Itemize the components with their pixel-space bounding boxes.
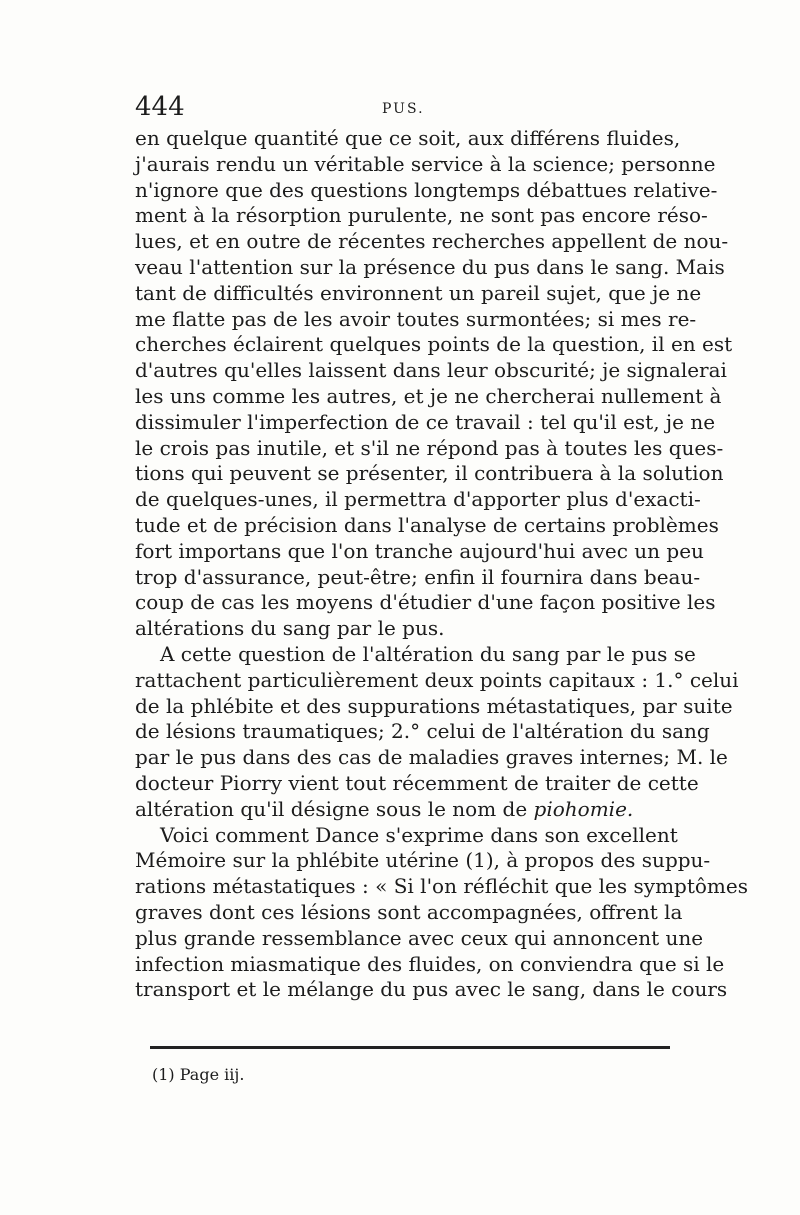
- text-line: graves dont ces lésions sont accompagnées, offrent la: [135, 899, 683, 924]
- footnote-rule: [150, 1046, 670, 1052]
- text-line: [135, 797, 670, 823]
- text-line: dissimuler l'imperfection de ce travail : tel qu'il est, je ne: [135, 409, 716, 434]
- text-line: ment à la résorption purulente, ne sont pas encore réso-: [135, 203, 708, 228]
- text-line-main: altération qu'il désigne sous le nom de: [135, 796, 534, 821]
- text-line: me flatte pas de les avoir toutes surmontées; si mes re-: [135, 306, 697, 331]
- text-line: tant de difficultés environnent un pareil sujet, que je ne: [135, 280, 702, 305]
- footnote-rule-line: [150, 1046, 670, 1049]
- running-title: PUS.: [382, 101, 425, 117]
- text-line: tude et de précision dans l'analyse de certains problèmes: [135, 512, 719, 537]
- text-line: docteur Piorry vient tout récemment de traiter de cette: [135, 770, 699, 795]
- page-number: 444: [135, 92, 185, 122]
- text-line: altérations du sang par le pus.: [135, 616, 445, 641]
- text-line: n'ignore que des questions longtemps débattues relative-: [135, 177, 718, 202]
- text-line: A cette question de l'altération du sang par le pus se: [160, 641, 696, 666]
- text-line: trop d'assurance, peut-être; enfin il fournira dans beau-: [135, 564, 701, 589]
- footnote: (1) Page iij.: [152, 1065, 245, 1084]
- text-line: lues, et en outre de récentes recherches appellent de nou-: [135, 229, 729, 254]
- text-line: rations métastatiques : « Si l'on réfléchit que les symptômes: [135, 874, 748, 899]
- text-line: j'aurais rendu un véritable service à la science; personne: [135, 151, 716, 176]
- body-text: [135, 126, 748, 1003]
- text-line: en quelque quantité que ce soit, aux différens fluides,: [135, 126, 681, 150]
- running-head: [135, 92, 670, 122]
- text-line: de la phlébite et des suppurations métastatiques, par suite: [135, 693, 733, 718]
- text-line: cherches éclairent quelques points de la question, il en est: [135, 332, 733, 357]
- text-line: les uns comme les autres, et je ne chercherai nullement à: [135, 383, 722, 408]
- italic-term: piohomie.: [533, 796, 634, 821]
- text-line: veau l'attention sur la présence du pus dans le sang. Mais: [135, 254, 725, 279]
- text-line: infection miasmatique des fluides, on conviendra que si le: [135, 951, 725, 976]
- text-line: fort importans que l'on tranche aujourd'hui avec un peu: [135, 538, 704, 563]
- text-line: par le pus dans des cas de maladies graves internes; M. le: [135, 745, 728, 770]
- text-line: Voici comment Dance s'exprime dans son excellent: [160, 822, 678, 847]
- text-line: coup de cas les moyens d'étudier d'une façon positive les: [135, 590, 716, 615]
- text-line: d'autres qu'elles laissent dans leur obscurité; je signalerai: [135, 358, 727, 383]
- text-line: transport et le mélange du pus avec le sang, dans le cours: [135, 977, 728, 1002]
- text-line: rattachent particulièrement deux points capitaux : 1.° celui: [135, 667, 739, 692]
- text-line: de quelques-unes, il permettra d'apporter plus d'exacti-: [135, 487, 701, 512]
- text-line: le crois pas inutile, et s'il ne répond pas à toutes les ques-: [135, 435, 724, 460]
- text-line: tions qui peuvent se présenter, il contribuera à la solution: [135, 461, 724, 486]
- text-line: de lésions traumatiques; 2.° celui de l'altération du sang: [135, 719, 710, 744]
- text-line: plus grande ressemblance avec ceux qui annoncent une: [135, 925, 704, 950]
- text-line: Mémoire sur la phlébite utérine (1), à propos des suppu-: [135, 848, 711, 873]
